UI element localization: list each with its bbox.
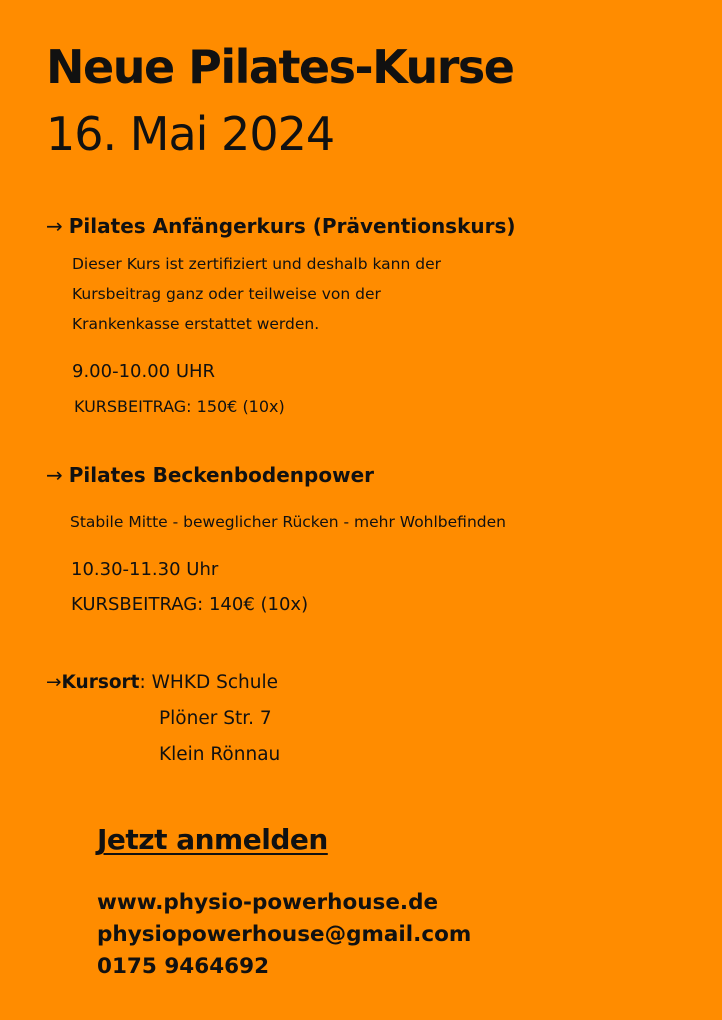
arrow-right-icon: →: [46, 672, 62, 693]
email-link[interactable]: physiopowerhouse@gmail.com: [97, 922, 472, 947]
course-date: 16. Mai 2024: [46, 107, 335, 161]
location-label: Kursort: [61, 672, 140, 693]
course-1-time: 9.00-10.00 UHR: [72, 361, 216, 382]
course-1-description: [72, 249, 441, 339]
course-2-description: [70, 507, 506, 537]
course-2-name: Pilates Beckenbodenpower: [68, 463, 374, 487]
course-1-description-line: Dieser Kurs ist zertifiziert und deshalb kann der: [72, 255, 441, 273]
course-1-name: Pilates Anfängerkurs (Präventionskurs): [68, 214, 516, 238]
arrow-right-icon: →: [46, 463, 63, 487]
course-2-heading: [46, 463, 374, 487]
phone-number[interactable]: 0175 9464692: [97, 954, 270, 979]
arrow-right-icon: →: [46, 214, 63, 238]
website-link[interactable]: www.physio-powerhouse.de: [97, 890, 439, 915]
location-city: Klein Rönnau: [159, 744, 281, 765]
location-separator: :: [139, 672, 146, 693]
location-school: WHKD Schule: [151, 672, 278, 693]
course-2-description-line: Stabile Mitte - beweglicher Rücken - mehr Wohlbefinden: [70, 513, 506, 531]
course-1-fee: KURSBEITRAG: 150€ (10x): [74, 397, 285, 416]
course-1-description-line: Krankenkasse erstattet werden.: [72, 315, 320, 333]
course-1-heading: [46, 214, 516, 238]
location-street: Plöner Str. 7: [159, 708, 272, 729]
course-1-description-line: Kursbeitrag ganz oder teilweise von der: [72, 285, 381, 303]
page-title: Neue Pilates-Kurse: [46, 40, 514, 94]
course-2-time: 10.30-11.30 Uhr: [71, 559, 219, 580]
location-line-1: [46, 672, 278, 693]
signup-heading: Jetzt anmelden: [97, 823, 328, 856]
course-2-fee: KURSBEITRAG: 140€ (10x): [71, 594, 309, 615]
